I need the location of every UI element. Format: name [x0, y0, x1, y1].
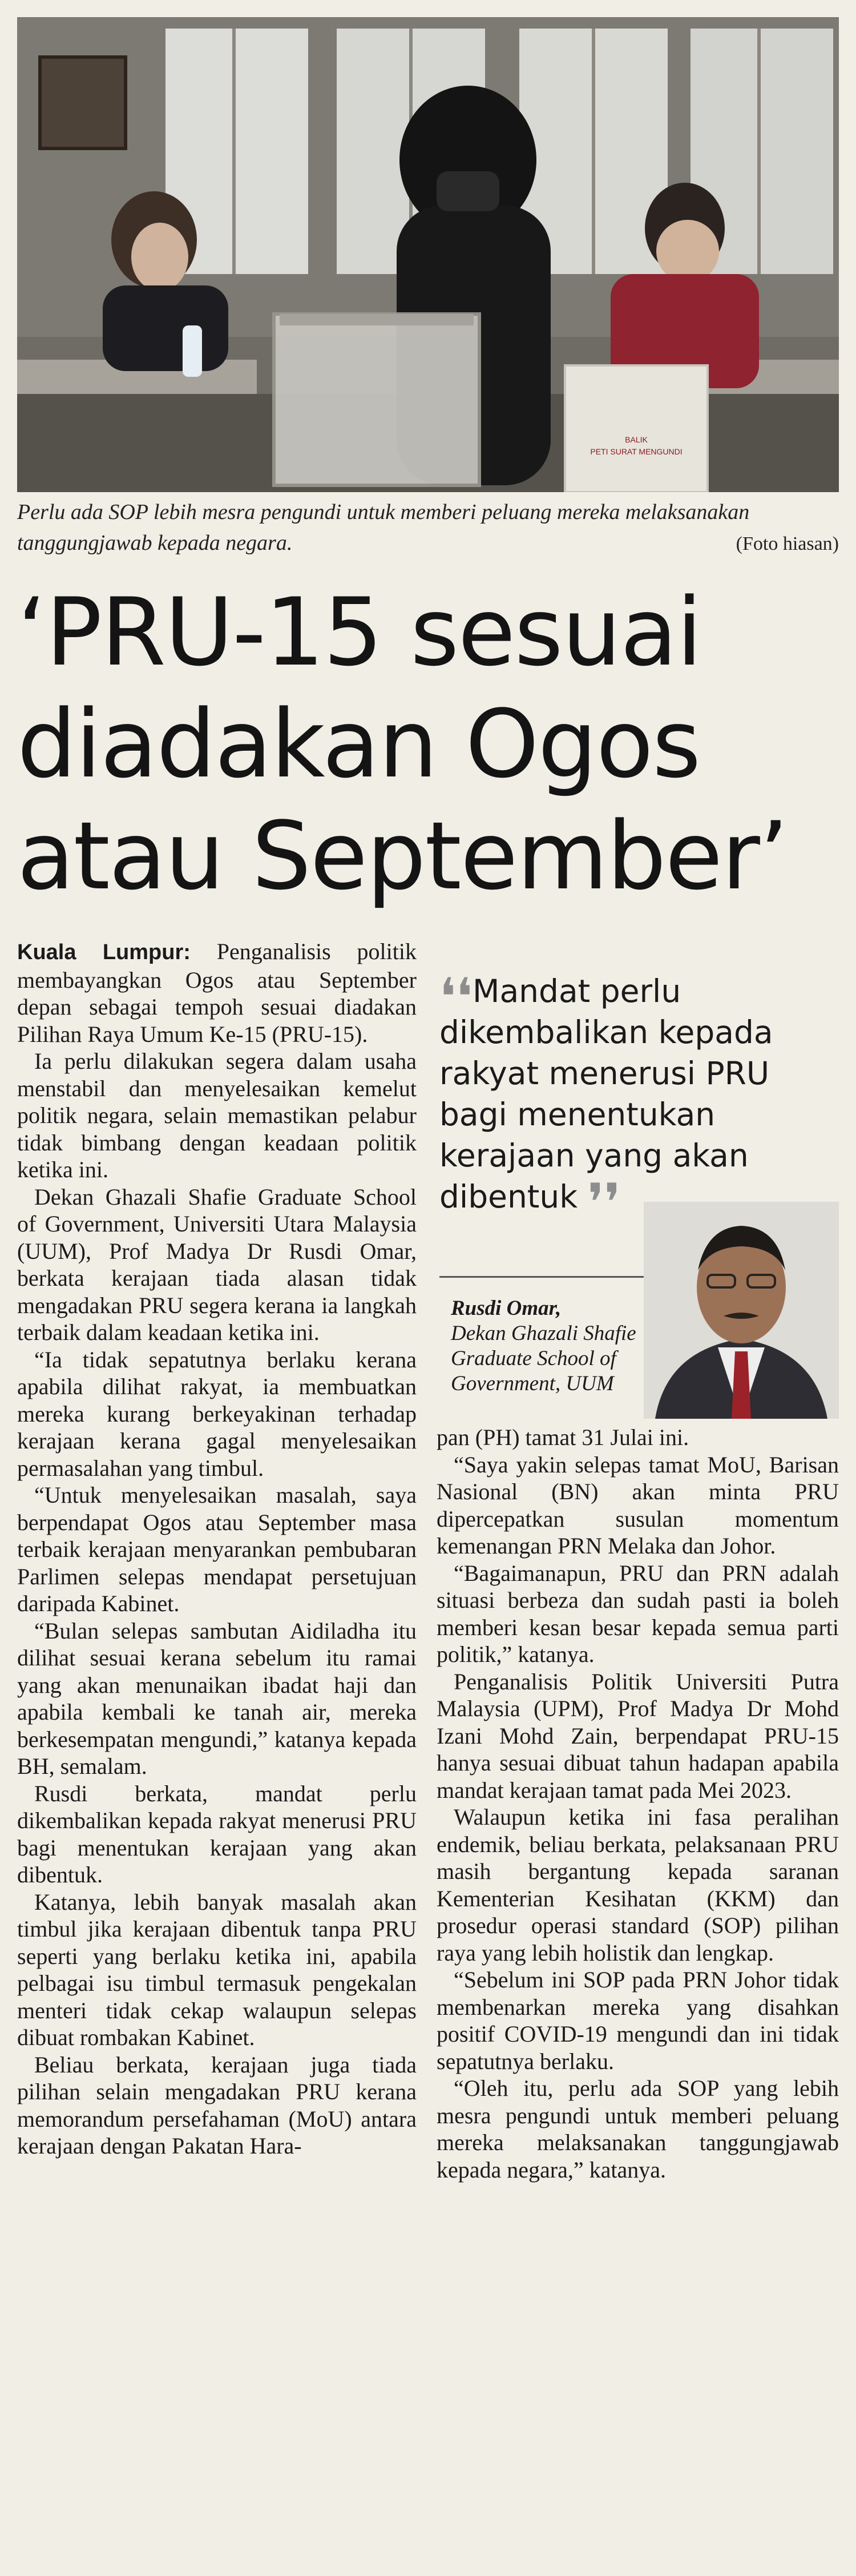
article-paragraph-11: “Saya yakin selepas tamat MoU, Barisan Nasional (BN) akan minta PRU dipercepatkan susulan momentum kemenangan PRN Melaka dan Johor. [437, 1451, 839, 1559]
opening-quote-icon: ❛❛ [439, 967, 473, 1027]
ballot-box-label-2: PETI SURAT MENGUNDI [590, 447, 683, 456]
photo-caption [17, 497, 839, 565]
article-column-left [17, 938, 417, 2160]
article-column-right [437, 1424, 839, 2183]
closing-quote-icon: ❜❜ [587, 1173, 621, 1233]
caption-text: Perlu ada SOP lebih mesra pengundi untuk memberi peluang mereka melaksanakan tanggungjawab kepada negara. [17, 500, 750, 555]
article-paragraph-16: “Oleh itu, perlu ada SOP yang lebih mesra pengundi untuk memberi peluang mereka melaksanakan tanggungjawab kepada negara,” katanya. [437, 2075, 839, 2183]
quoted-person-name: Rusdi Omar, [451, 1297, 562, 1320]
article-paragraph-3: Dekan Ghazali Shafie Graduate School of Government, Universiti Utara Malaysia (UUM), Prof Madya Dr Rusdi Omar, berkata kerajaan tiada alasan tidak mengadakan PRU segera kerana ia langkah terbaik dalam keadaan ketika ini. [17, 1184, 417, 1345]
article-photo [17, 17, 839, 492]
photo-credit: (Foto hiasan) [736, 533, 839, 554]
article-paragraph-14: Walaupun ketika ini fasa peralihan endemik, beliau berkata, pelaksanaan PRU masih bergantung kepada saranan Kementerian Kesihatan (KKM) dan prosedur operasi standard (SOP) pilihan raya yang lebih holistik dan lengkap. [437, 1804, 839, 1966]
article-paragraph-9: Beliau berkata, kerajaan juga tiada pilihan selain mengadakan PRU kerana memorandum persefahaman (MoU) antara kerajaan dengan Pakatan Hara- [17, 2051, 417, 2159]
article-paragraph-6: “Bulan selepas sambutan Aidiladha itu dilihat sesuai kerana sebelum itu ramai yang akan menunaikan ibadat haji dan apabila kembali ke tanah air, mereka berkesempatan mengundi,” katanya kepada BH, semalam. [17, 1617, 417, 1779]
ballot-box-label-1: BALIK [625, 435, 648, 444]
article-paragraph-5: “Untuk menyelesaikan masalah, saya berpendapat Ogos atau September masa terbaik kerajaan menyarankan pembubaran Parlimen selepas mendapat persetujuan daripada Kabinet. [17, 1482, 417, 1616]
dateline: Kuala Lumpur: [17, 940, 191, 964]
article-paragraph-13: Penganalisis Politik Universiti Putra Malaysia (UPM), Prof Madya Dr Mohd Izani Mohd Zain, berpendapat PRU-15 hanya sesuai dibuat tahun hadapan apabila mandat kerajaan tamat pada Mei 2023. [437, 1668, 839, 1803]
article-paragraph-12: “Bagaimanapun, PRU dan PRN adalah situasi berbeza dan sudah pasti ia boleh memberi kesan besar kepada semua parti politik,” katanya. [437, 1560, 839, 1667]
headline-line-3: atau September’ [17, 802, 788, 911]
pull-quote [439, 967, 839, 1233]
portrait-illustration [644, 1202, 839, 1419]
article-paragraph-10: pan (PH) tamat 31 Julai ini. [437, 1424, 689, 1450]
article-paragraph-8: Katanya, lebih banyak masalah akan timbul jika kerajaan dibentuk tanpa PRU seperti yang berlaku ketika ini, apabila pelbagai isu timbul termasuk pengekalan menteri tidak cekap walaupun selepas dibuat rombakan Kabinet. [17, 1889, 417, 2050]
quoted-person-caption [451, 1296, 656, 1396]
polling-station-illustration [17, 17, 839, 492]
article-paragraph-4: “Ia tidak sepatutnya berlaku kerana apabila dilihat rakyat, ia membuatkan mereka kurang berkeyakinan terhadap kerajaan kerana gagal menyelesaikan permasalahan yang timbul. [17, 1346, 417, 1481]
headline-line-2: diadakan Ogos [17, 690, 700, 799]
paragraph-1-text: Penganalisis politik membayangkan Ogos atau September depan sebagai tempoh sesuai diadakan Pilihan Raya Umum Ke-15 (PRU-15). [17, 939, 417, 1047]
article-paragraph-7: Rusdi berkata, mandat perlu dikembalikan kepada rakyat menerusi PRU bagi menentukan kerajaan yang akan dibentuk. [17, 1780, 417, 1887]
article-paragraph-2: Ia perlu dilakukan segera dalam usaha menstabil dan menyelesaikan kemelut politik negara, selain memastikan pelabur tidak bimbang dengan keadaan politik ketika ini. [17, 1048, 417, 1182]
quoted-person-title: Dekan Ghazali Shafie Graduate School of Government, UUM [451, 1322, 636, 1395]
pull-quote-text: Mandat perlu dikembalikan kepada rakyat menerusi PRU bagi menentukan kerajaan yang akan dibentuk [439, 973, 773, 1215]
portrait-photo [644, 1202, 839, 1419]
article-paragraph-1 [17, 938, 417, 1048]
article-paragraph-15: “Sebelum ini SOP pada PRN Johor tidak membenarkan mereka yang disahkan positif COVID-19 mengundi dan ini tidak sepatutnya berlaku. [437, 1967, 839, 2074]
headline-line-1: ‘PRU-15 sesuai [17, 578, 701, 687]
headline [17, 577, 839, 912]
